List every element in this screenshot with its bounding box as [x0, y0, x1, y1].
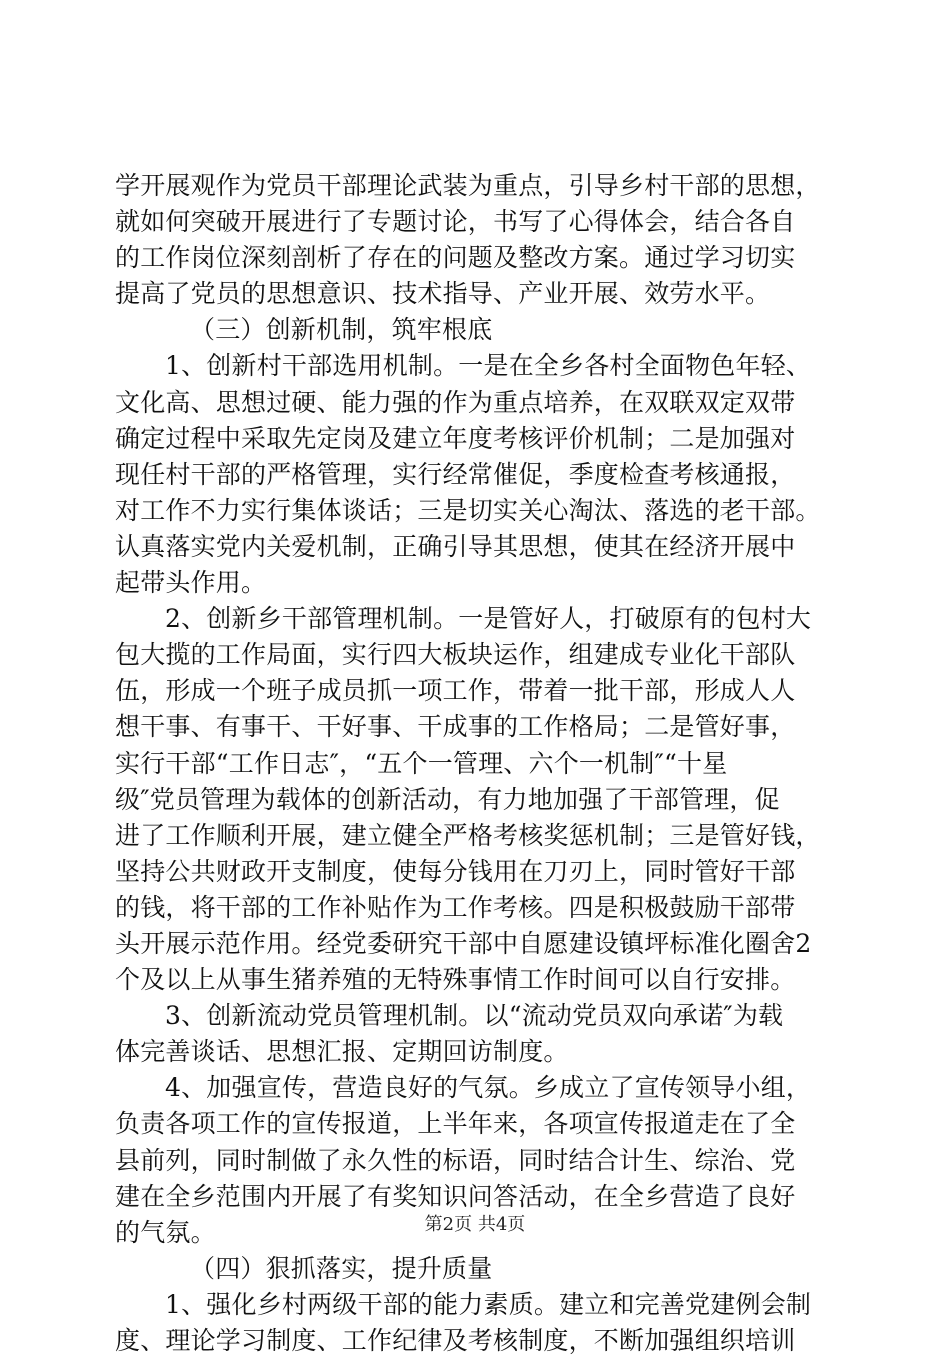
- text-line: 2、创新乡干部管理机制。一是管好人，打破原有的包村大: [165, 604, 812, 634]
- text-line: 对工作不力实行集体谈话；三是切实关心淘汰、落选的老干部。: [115, 495, 821, 525]
- text-line: 伍，形成一个班子成员抓一项工作，带着一批干部，形成人人: [115, 676, 796, 706]
- text-line: 体完善谈话、思想汇报、定期回访制度。: [115, 1037, 569, 1067]
- text-line: 实行干部“工作日志″，“五个一管理、六个一机制″“十星: [115, 748, 728, 778]
- text-line: 认真落实党内关爱机制，正确引导其思想，使其在经济开展中: [115, 531, 796, 561]
- text-line: 想干事、有事干、干好事、干成事的工作格局；二是管好事，: [115, 712, 796, 742]
- text-line: 的工作岗位深刻剖析了存在的问题及整改方案。通过学习切实: [115, 243, 796, 273]
- text-line: 个及以上从事生猪养殖的无特殊事情工作时间可以自行安排。: [115, 965, 796, 995]
- text-line: 的气氛。: [115, 1217, 216, 1247]
- text-line: 起带头作用。: [115, 568, 267, 598]
- text-line: 坚持公共财政开支制度，使每分钱用在刀刃上，同时管好干部: [115, 856, 796, 886]
- text-line: 现任村干部的严格管理，实行经常催促，季度检查考核通报，: [115, 459, 796, 489]
- text-line: 3、创新流动党员管理机制。以“流动党员双向承诺″为载: [165, 1001, 784, 1031]
- text-line: 1、创新村干部选用机制。一是在全乡各村全面物色年轻、: [165, 351, 812, 381]
- text-line: 4、加强宣传，营造良好的气氛。乡成立了宣传领导小组，: [165, 1073, 812, 1103]
- text-line: 负责各项工作的宣传报道，上半年来，各项宣传报道走在了全: [115, 1109, 796, 1139]
- text-line: 文化高、思想过硬、能力强的作为重点培养，在双联双定双带: [115, 387, 796, 417]
- text-line: 级″党员管理为载体的创新活动，有力地加强了干部管理，促: [115, 784, 780, 814]
- text-line: 提高了党员的思想意识、技术指导、产业开展、效劳水平。: [115, 279, 771, 309]
- text-line: 就如何突破开展进行了专题讨论，书写了心得体会，结合各自: [115, 207, 796, 237]
- text-line: 学开展观作为党员干部理论武装为重点，引导乡村干部的思想，: [115, 171, 821, 200]
- text-line: 包大揽的工作局面，实行四大板块运作，组建成专业化干部队: [115, 640, 796, 670]
- text-line: 确定过程中采取先定岗及建立年度考核评价机制；二是加强对: [115, 423, 796, 453]
- text-line: 县前列，同时制做了永久性的标语，同时结合计生、综治、党: [115, 1145, 796, 1175]
- text-line: 建在全乡范围内开展了有奖知识问答活动，在全乡营造了良好: [115, 1181, 796, 1211]
- text-line: （三）创新机制，筑牢根底: [190, 315, 493, 345]
- document-body: [115, 168, 835, 1359]
- page-footer: 第2页 共4页: [424, 1214, 526, 1235]
- text-line: 1、强化乡村两级干部的能力素质。建立和完善党建例会制: [165, 1289, 812, 1319]
- text-line: （四）狠抓落实，提升质量: [190, 1253, 493, 1283]
- text-line: 头开展示范作用。经党委研究干部中自愿建设镇坪标准化圈舍2: [115, 928, 812, 958]
- paragraph-lines: [115, 168, 835, 1359]
- text-line: 度、理论学习制度、工作纪律及考核制度，不断加强组织培训: [115, 1326, 796, 1355]
- text-line: 的钱，将干部的工作补贴作为工作考核。四是积极鼓励干部带: [115, 892, 796, 922]
- text-line: 进了工作顺利开展，建立健全严格考核奖惩机制；三是管好钱，: [115, 820, 821, 850]
